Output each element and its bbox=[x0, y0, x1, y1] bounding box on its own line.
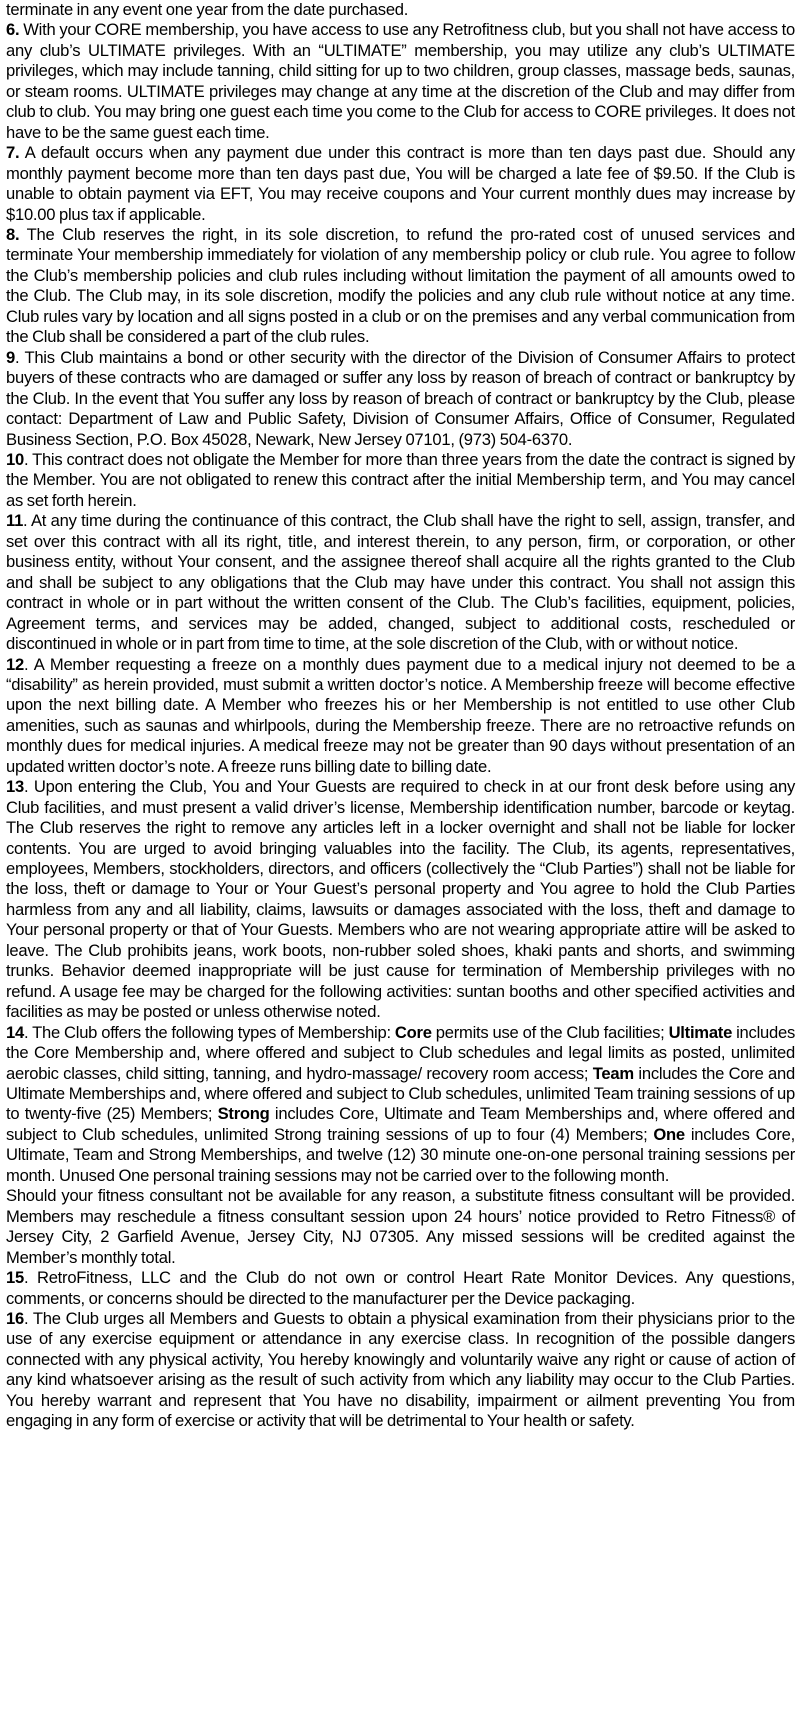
clause-text: includes Core, Ultimate and Team Memberships and, where offered and subject to Club schedules, unlimited Strong training sessions of up to four (4) Members; bbox=[6, 1104, 796, 1144]
membership-type-one: One bbox=[653, 1124, 685, 1144]
clause-11 bbox=[6, 511, 795, 654]
clause-15 bbox=[6, 1268, 795, 1309]
consultant-paragraph bbox=[6, 1186, 795, 1268]
clause-number: 7. bbox=[6, 143, 20, 163]
clause-7 bbox=[6, 143, 795, 225]
intro-text: terminate in any event one year from the date purchased. bbox=[6, 0, 409, 19]
membership-type-ultimate: Ultimate bbox=[668, 1022, 733, 1042]
clause-number: 14 bbox=[6, 1022, 24, 1042]
clause-number: 12 bbox=[6, 654, 24, 674]
clause-text: With your CORE membership, you have access to use any Retrofitness club, but you shall not have access to any club’s ULTIMATE privileges. With an “ULTIMATE” membership, you may utilize any club’s ULTIMATE privileges, which may include tanning, child sitting for up to two children, group classes, massage beds, saunas, or steam rooms. ULTIMATE privileges may change at any time at the discretion of the Club and may differ from club to club. You may bring one guest each time you come to the Club for access to CORE privileges. It does not have to be the same guest each time. bbox=[6, 20, 795, 142]
clause-text: The Club reserves the right, in its sole discretion, to refund the pro-rated cost of unused services and terminate Your membership immediately for violation of any membership policy or club rule. You agree to follow the Club’s membership policies and club rules including without limitation the payment of all amounts owed to the Club. The Club may, in its sole discretion, modify the policies and any club rule without notice at any time. Club rules vary by location and all signs posted in a club or on the premises and any verbal communication from the Club shall be considered a part of the club rules. bbox=[6, 224, 795, 347]
clause-8 bbox=[6, 225, 795, 348]
clause-number: 11 bbox=[6, 511, 24, 531]
clause-12 bbox=[6, 655, 795, 778]
clause-text: includes the Core and Ultimate Memberships and, where offered and subject to Club schedules, unlimited Team training sessions of up to twenty-five (25) Members; bbox=[6, 1063, 795, 1124]
clause-14 bbox=[6, 1023, 795, 1187]
clause-number: 10 bbox=[6, 449, 24, 469]
paragraph-text: Should your fitness consultant not be available for any reason, a substitute fitness consultant will be provided. Members may reschedule a fitness consultant session upon 24 hours’ notice provided to Retro Fitness® of Jersey City, 2 Garfield Avenue, Jersey City, NJ 07305. Any missed sessions will be credited against the Member’s monthly total. bbox=[6, 1186, 795, 1267]
clause-text: . This contract does not obligate the Member for more than three years from the date the contract is signed by the Member. You are not obligated to renew this contract after the initial Membership term, and You may cancel as set forth herein. bbox=[6, 449, 795, 510]
clause-text: includes Core, Ultimate, Team and Strong Memberships, and twelve (12) 30 minute one-on-one personal training sessions per month. Unused One personal training sessions may not be carried over to the following month. bbox=[6, 1124, 795, 1185]
membership-type-strong: Strong bbox=[217, 1104, 270, 1124]
clause-6 bbox=[6, 20, 795, 143]
clause-13 bbox=[6, 777, 795, 1022]
clause-text: . RetroFitness, LLC and the Club do not own or control Heart Rate Monitor Devices. Any questions, comments, or concerns should be directed to the manufacturer per the Device packaging. bbox=[6, 1268, 795, 1308]
clause-number: 15 bbox=[6, 1268, 24, 1288]
clause-text: A default occurs when any payment due under this contract is more than ten days past due. Should any monthly payment become more than ten days past due, You will be charged a late fee of $9.50. If the Club is unable to obtain payment via EFT, You may receive coupons and Your current monthly dues may increase by $10.00 plus tax if applicable. bbox=[6, 143, 795, 224]
clause-text: . The Club urges all Members and Guests to obtain a physical examination from their physicians prior to the use of any exercise equipment or attendance in any exercise class. In recognition of the possible dangers connected with any physical activity, You hereby knowingly and voluntarily waive any right or cause of action of any kind whatsoever arising as the result of such activity from which any liability may occur to the Club Parties. You hereby warrant and represent that You have no disability, impairment or ailment preventing You from engaging in any form of exercise or activity that will be detrimental to Your health or safety. bbox=[6, 1309, 795, 1431]
clause-number: 8. bbox=[6, 224, 20, 244]
clause-number: 9 bbox=[6, 347, 15, 367]
clause-10 bbox=[6, 450, 795, 511]
clause-text: . This Club maintains a bond or other security with the director of the Division of Consumer Affairs to protect buyers of these contracts who are damaged or suffer any loss by reason of breach of contract or bankruptcy by the Club. In the event that You suffer any loss by reason of breach of contract or bankruptcy by the Club, please contact: Department of Law and Public Safety, Division of Consumer Affairs, Office of Consumer, Regulated Business Section, P.O. Box 45028, Newark, New Jersey 07101, (973) 504-6370. bbox=[6, 347, 795, 449]
intro-continuation bbox=[6, 0, 795, 20]
clause-text: . Upon entering the Club, You and Your Guests are required to check in at our front desk before using any Club facilities, and must present a valid driver’s license, Membership identification number, barcode or keytag. The Club reserves the right to remove any articles left in a locker overnight and shall not be liable for locker contents. You are urged to avoid bringing valuables into the facility. The Club, its agents, representatives, employees, Members, stockholders, directors, and officers (collectively the “Club Parties”) shall not be liable for the loss, theft or damage to Your or Your Guest’s personal property and You agree to hold the Club Parties harmless from any and all liability, claims, lawsuits or damages associated with the loss, theft and damage to Your personal property or that of Your Guests. Members who are not wearing appropriate attire will be asked to leave. The Club prohibits jeans, work boots, non-rubber soled shoes, khaki pants and shorts, and swimming trunks. Behavior deemed inappropriate will be just cause for termination of Membership privileges with no refund. A usage fee may be charged for the following activities: suntan booths and other specified activities and facilities as may be posted or unless otherwise noted. bbox=[6, 777, 795, 1022]
clause-text: . A Member requesting a freeze on a monthly dues payment due to a medical injury not deemed to be a “disability” as herein provided, must submit a written doctor’s notice. A Membership freeze will become effective upon the next billing date. A Member who freezes his or her Membership is not entitled to use other Club amenities, such as saunas and whirlpools, during the Membership freeze. There are no retroactive refunds on monthly dues for medical injuries. A medical freeze may not be greater than 90 days without presentation of an updated written doctor’s note. A freeze runs billing date to billing date. bbox=[6, 654, 795, 776]
clause-text: . At any time during the continuance of this contract, the Club shall have the right to sell, assign, transfer, and set over this contract with all its right, title, and interest therein, to any person, firm, or corporation, or other business entity, without Your consent, and the assignee thereof shall acquire all the rights granted to the Club and shall be subject to any obligations that the Club may have under this contract. You shall not assign this contract in whole or in part without the written consent of the Club. The Club’s facilities, equipment, policies, Agreement terms, and services may be added, changed, subject to additional costs, rescheduled or discontinued in whole or in part from time to time, at the sole discretion of the Club, with or without notice. bbox=[6, 511, 795, 654]
clause-number: 6. bbox=[6, 20, 20, 40]
clause-text: . The Club offers the following types of Membership: bbox=[23, 1022, 395, 1042]
membership-type-core: Core bbox=[394, 1022, 432, 1042]
membership-type-team: Team bbox=[592, 1063, 634, 1083]
contract-terms-document bbox=[6, 0, 795, 1432]
clause-16 bbox=[6, 1309, 795, 1432]
clause-text: includes the Core Membership and, where offered and subject to Club schedules and legal limits as posted, unlimited aerobic classes, child sitting, tanning, and hydro-massage/ recovery room access; bbox=[6, 1022, 796, 1083]
clause-number: 13 bbox=[6, 777, 24, 797]
clause-text: permits use of the Club facilities; bbox=[431, 1022, 669, 1042]
clause-number: 16 bbox=[6, 1309, 24, 1328]
clause-9 bbox=[6, 348, 795, 450]
